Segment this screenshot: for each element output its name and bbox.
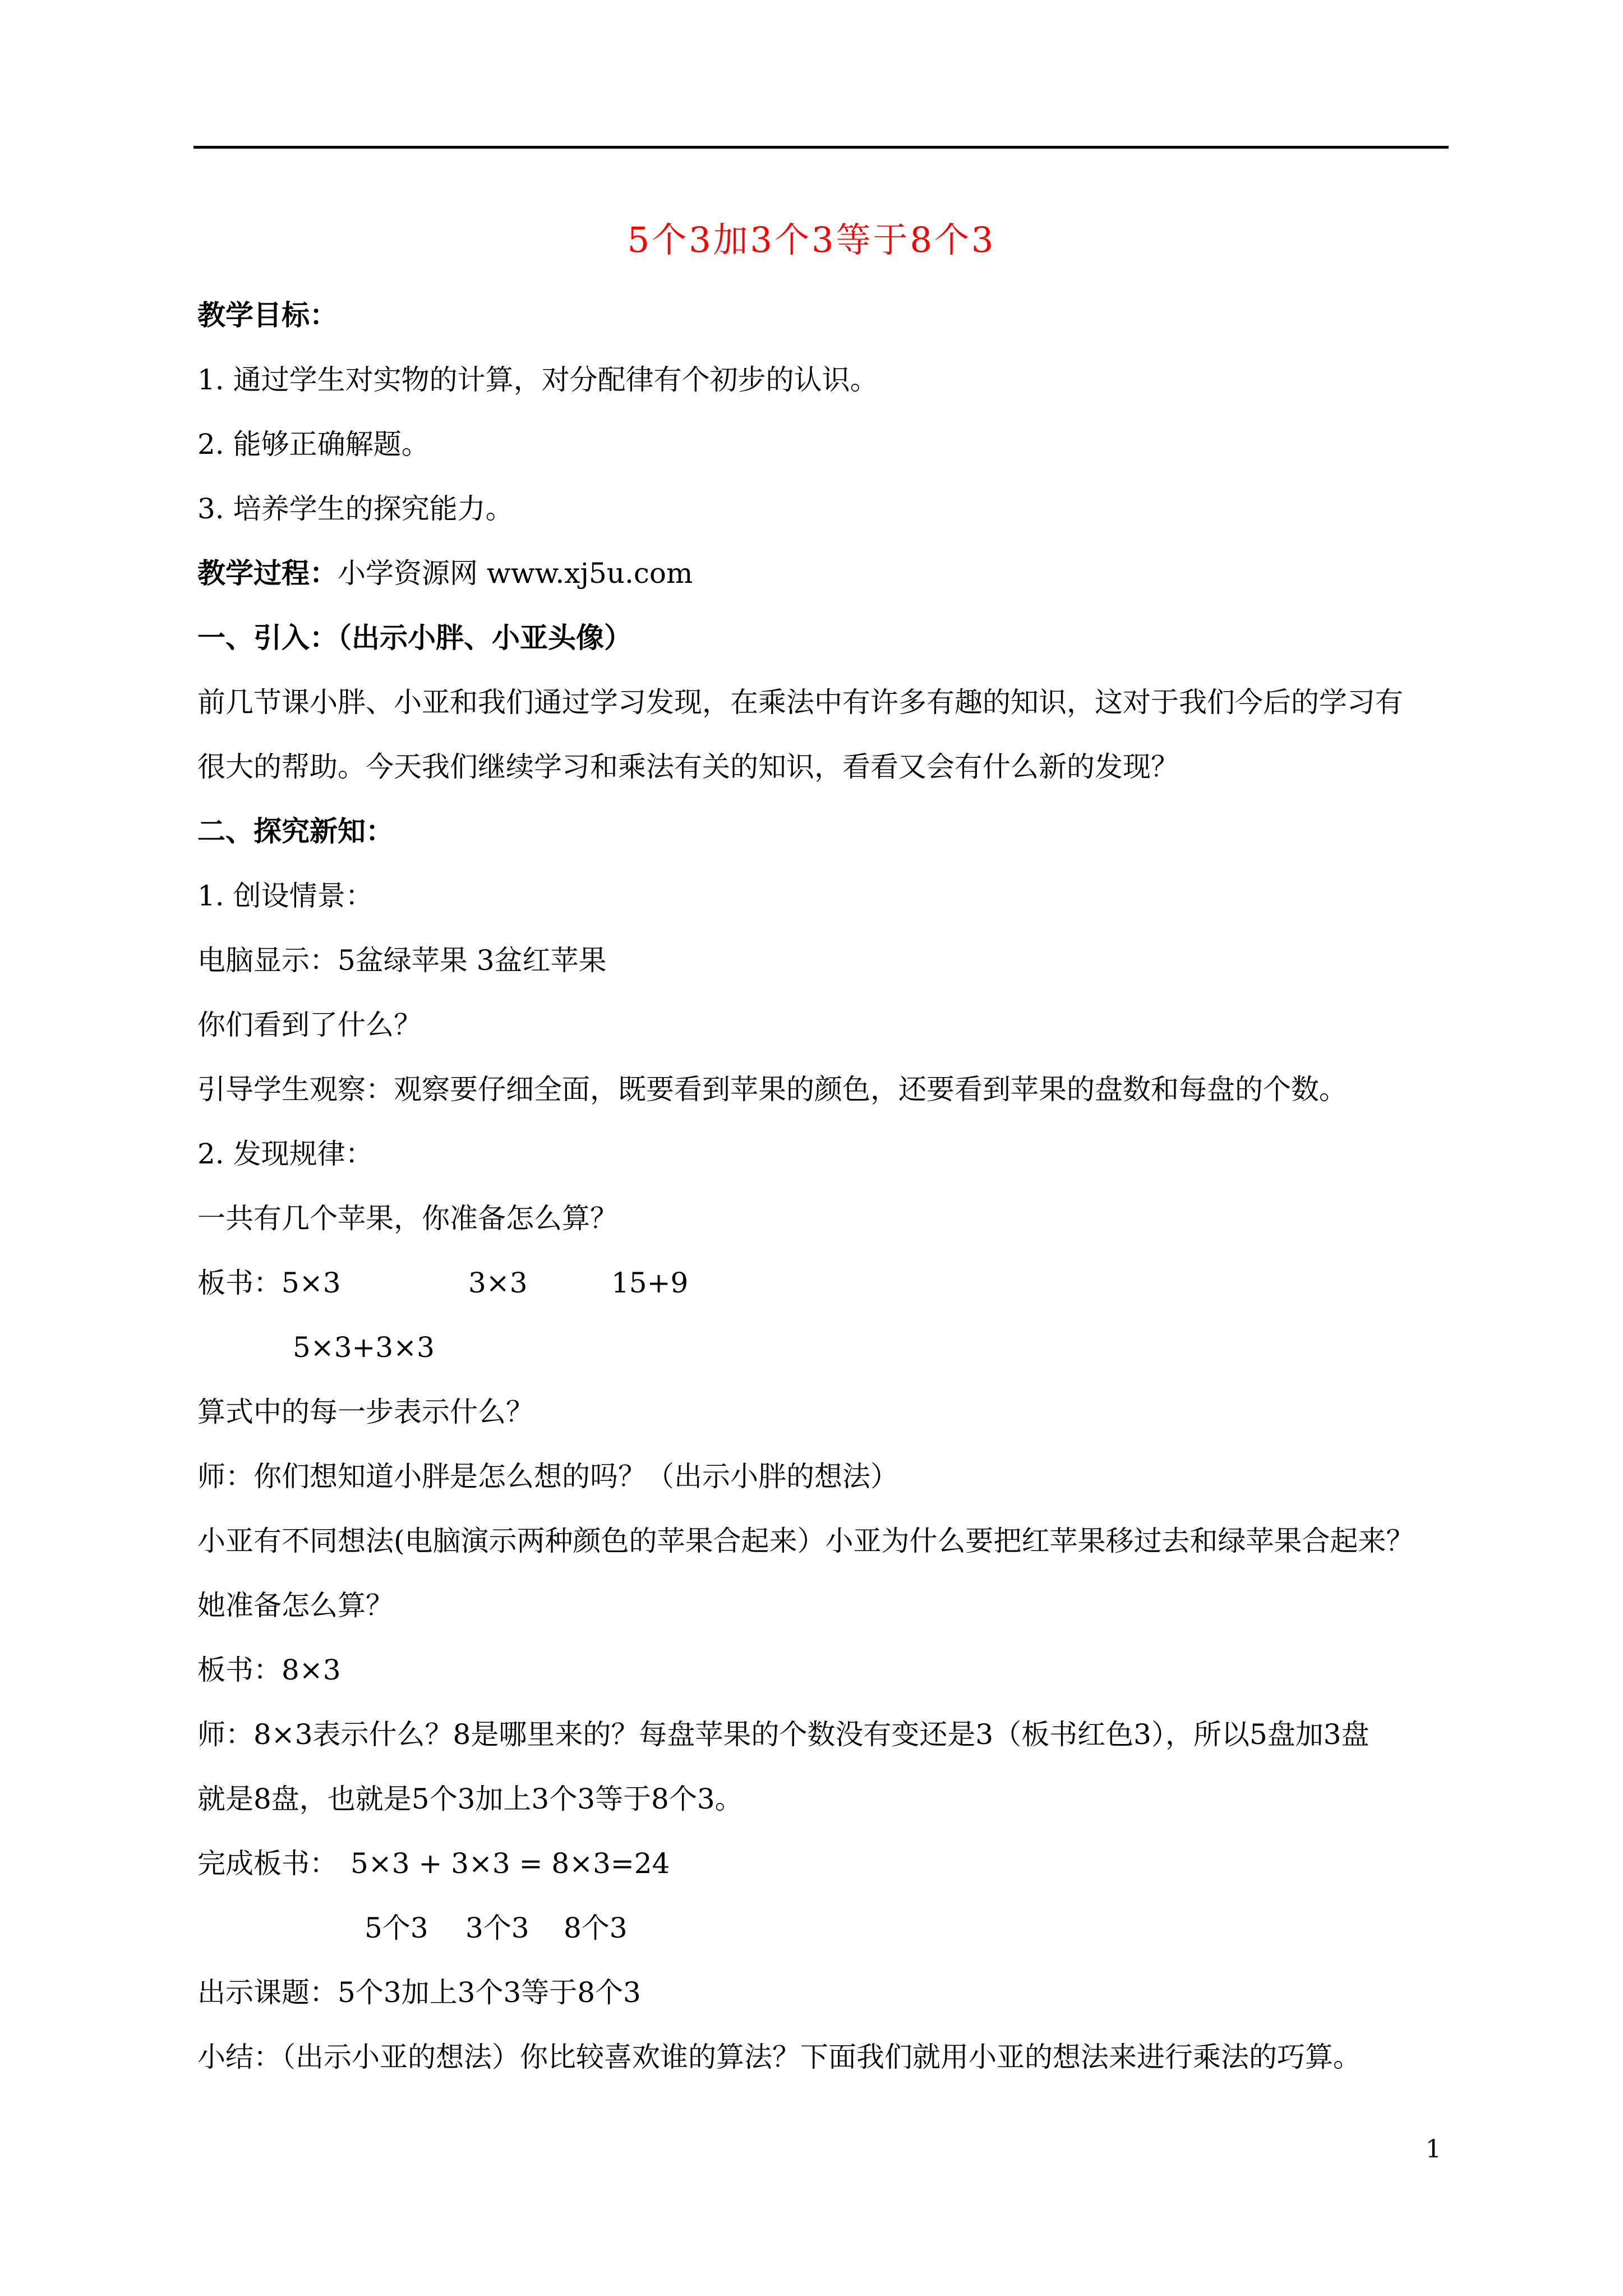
complete-expression: 5×3 + 3×3 = 8×3=24	[351, 1847, 670, 1880]
process-source: 小学资源网 www.xj5u.com	[338, 557, 693, 590]
complete-sub-a: 5个3	[365, 1912, 428, 1944]
process-line	[197, 555, 693, 591]
board1-expr2: 3×3	[468, 1267, 528, 1299]
question-step: 算式中的每一步表示什么？	[197, 1396, 534, 1428]
board1-label: 板书：5×3	[197, 1267, 341, 1299]
question-see: 你们看到了什么？	[197, 1009, 422, 1041]
section2-heading: 二、探究新知：	[197, 815, 394, 848]
header-rule	[193, 146, 1449, 149]
section1-paragraph-line2: 很大的帮助。今天我们继续学习和乘法有关的知识，看看又会有什么新的发现？	[197, 751, 1179, 783]
teacher-question-2-line2: 就是8盘，也就是5个3加上3个3等于8个3。	[197, 1783, 743, 1815]
complete-sub-b: 3个3	[465, 1912, 529, 1944]
guide-observation: 引导学生观察：观察要仔细全面，既要看到苹果的颜色，还要看到苹果的盘数和每盘的个数。	[197, 1073, 1347, 1106]
step2-heading: 2. 发现规律：	[197, 1138, 374, 1170]
objective-item-3: 3. 培养学生的探究能力。	[197, 493, 514, 525]
objectives-heading: 教学目标：	[197, 298, 338, 332]
board2: 板书：8×3	[197, 1654, 341, 1686]
summary-line: 小结：（出示小亚的想法）你比较喜欢谁的算法？下面我们就用小亚的想法来进行乘法的巧算。	[197, 2041, 1361, 2073]
section1-heading: 一、引入：（出示小胖、小亚头像）	[197, 621, 632, 654]
xiaoya-line1: 小亚有不同想法(电脑演示两种颜色的苹果合起来）小亚为什么要把红苹果移过去和绿苹果合起来？	[197, 1525, 1414, 1557]
topic-line: 出示课题：5个3加上3个3等于8个3	[197, 1976, 641, 2009]
board-line-1	[197, 1265, 341, 1301]
complete-label: 完成板书：	[197, 1847, 338, 1880]
complete-sub-c: 8个3	[564, 1912, 628, 1944]
step1-heading: 1. 创设情景：	[197, 880, 374, 912]
xiaoya-line2: 她准备怎么算？	[197, 1589, 394, 1622]
teacher-question-1: 师：你们想知道小胖是怎么想的吗？（出示小胖的想法）	[197, 1460, 898, 1493]
objective-item-1: 1. 通过学生对实物的计算，对分配律有个初步的认识。	[197, 364, 878, 396]
document-title: 5个3加3个3等于8个3	[627, 219, 996, 260]
teacher-question-2-line1: 师：8×3表示什么？8是哪里来的？每盘苹果的个数没有变还是3（板书红色3），所以5盘加3盘	[197, 1718, 1370, 1751]
board1-expr3: 15+9	[611, 1267, 689, 1299]
page-number: 1	[1426, 2135, 1441, 2164]
objective-item-2: 2. 能够正确解题。	[197, 428, 430, 461]
board1-line2: 5×3+3×3	[293, 1331, 435, 1364]
process-heading: 教学过程：	[197, 556, 338, 590]
display-line: 电脑显示：5盆绿苹果 3盆红苹果	[197, 944, 607, 977]
question-count: 一共有几个苹果，你准备怎么算？	[197, 1202, 618, 1235]
section1-paragraph-line1: 前几节课小胖、小亚和我们通过学习发现，在乘法中有许多有趣的知识，这对于我们今后的学习有	[197, 686, 1403, 719]
